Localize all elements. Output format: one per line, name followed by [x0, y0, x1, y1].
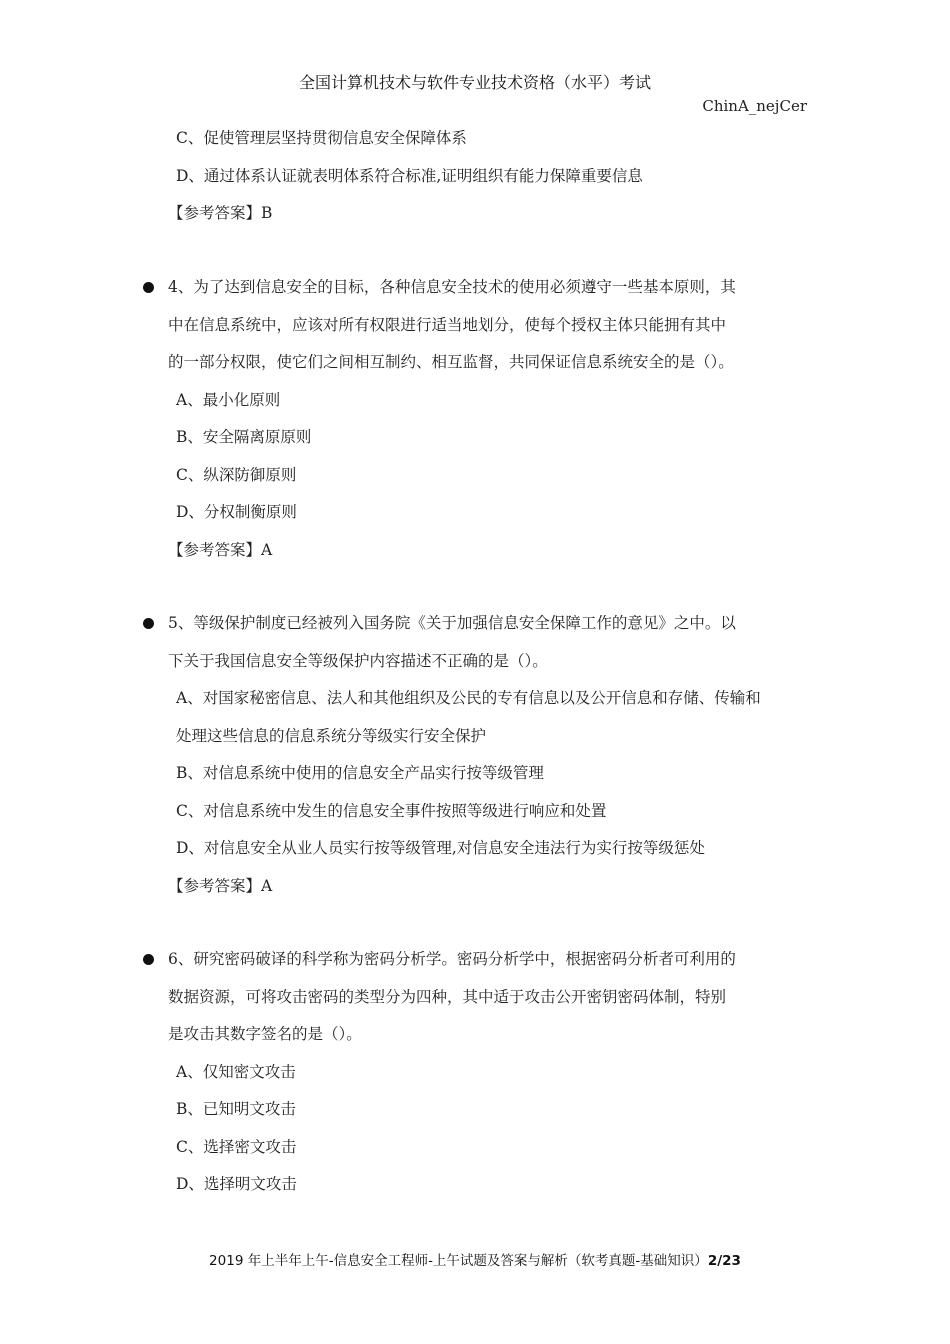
q5-option-d: D、对信息安全从业人员实行按等级管理,对信息安全违法行为实行按等级惩处 — [176, 839, 705, 857]
q5-stem-line2: 下关于我国信息安全等级保护内容描述不正确的是（）。 — [168, 652, 548, 670]
q4-option-d: D、分权制衡原则 — [176, 503, 297, 521]
q4-answer: 【参考答案】A — [168, 541, 273, 559]
q6-stem-line1: 6、研究密码破译的科学称为密码分析学。密码分析学中，根据密码分析者可利用的 — [168, 950, 736, 968]
q4-stem-line3: 的一部分权限，使它们之间相互制约、相互监督，共同保证信息系统安全的是（）。 — [168, 353, 734, 371]
q4-stem-line1: 4、为了达到信息安全的目标，各种信息安全技术的使用必须遵守一些基本原则，其 — [168, 278, 736, 296]
q6-option-d: D、选择明文攻击 — [176, 1175, 297, 1193]
q4-option-b: B、安全隔离原原则 — [176, 428, 312, 446]
q6-option-a: A、仅知密文攻击 — [176, 1063, 296, 1081]
q5-option-c: C、对信息系统中发生的信息安全事件按照等级进行响应和处置 — [176, 802, 607, 820]
q5-answer: 【参考答案】A — [168, 877, 273, 895]
q4-stem-line2: 中在信息系统中，应该对所有权限进行适当地划分，使每个授权主体只能拥有其中 — [168, 316, 727, 334]
q6-option-c: C、选择密文攻击 — [176, 1138, 297, 1156]
page-number: 2/23 — [707, 1253, 741, 1269]
q5-option-b: B、对信息系统中使用的信息安全产品实行按等级管理 — [176, 764, 544, 782]
q5-stem-line1: 5、等级保护制度已经被列入国务院《关于加强信息安全保障工作的意见》之中。以 — [168, 614, 736, 632]
q6-stem-line3: 是攻击其数字签名的是（）。 — [168, 1025, 362, 1043]
q5-option-a-line2: 处理这些信息的信息系统分等级实行安全保护 — [176, 727, 487, 745]
q4-bullet-icon — [143, 282, 154, 293]
q5-bullet-icon — [143, 618, 154, 629]
prev-answer: 【参考答案】B — [168, 204, 273, 222]
q4-option-a: A、最小化原则 — [176, 391, 281, 409]
q6-stem-line2: 数据资源，可将攻击密码的类型分为四种，其中适于攻击公开密钥密码体制，特别 — [168, 988, 727, 1006]
q6-bullet-icon — [143, 954, 154, 965]
q5-option-a-line1: A、对国家秘密信息、法人和其他组织及公民的专有信息以及公开信息和存储、传输和 — [176, 689, 761, 707]
page-footer — [0, 1249, 950, 1269]
q4-option-c: C、纵深防御原则 — [176, 466, 297, 484]
prev-option-d: D、通过体系认证就表明体系符合标准,证明组织有能力保障重要信息 — [176, 167, 643, 185]
q6-option-b: B、已知明文攻击 — [176, 1100, 296, 1118]
footer-text: 2019 年上半年上午-信息安全工程师-上午试题及答案与解析（软考真题-基础知识） — [209, 1253, 708, 1269]
header-code: ChinA_nejCer — [702, 97, 807, 115]
prev-option-c: C、促使管理层坚持贯彻信息安全保障体系 — [176, 129, 467, 147]
header-title: 全国计算机技术与软件专业技术资格（水平）考试 — [298, 73, 651, 92]
